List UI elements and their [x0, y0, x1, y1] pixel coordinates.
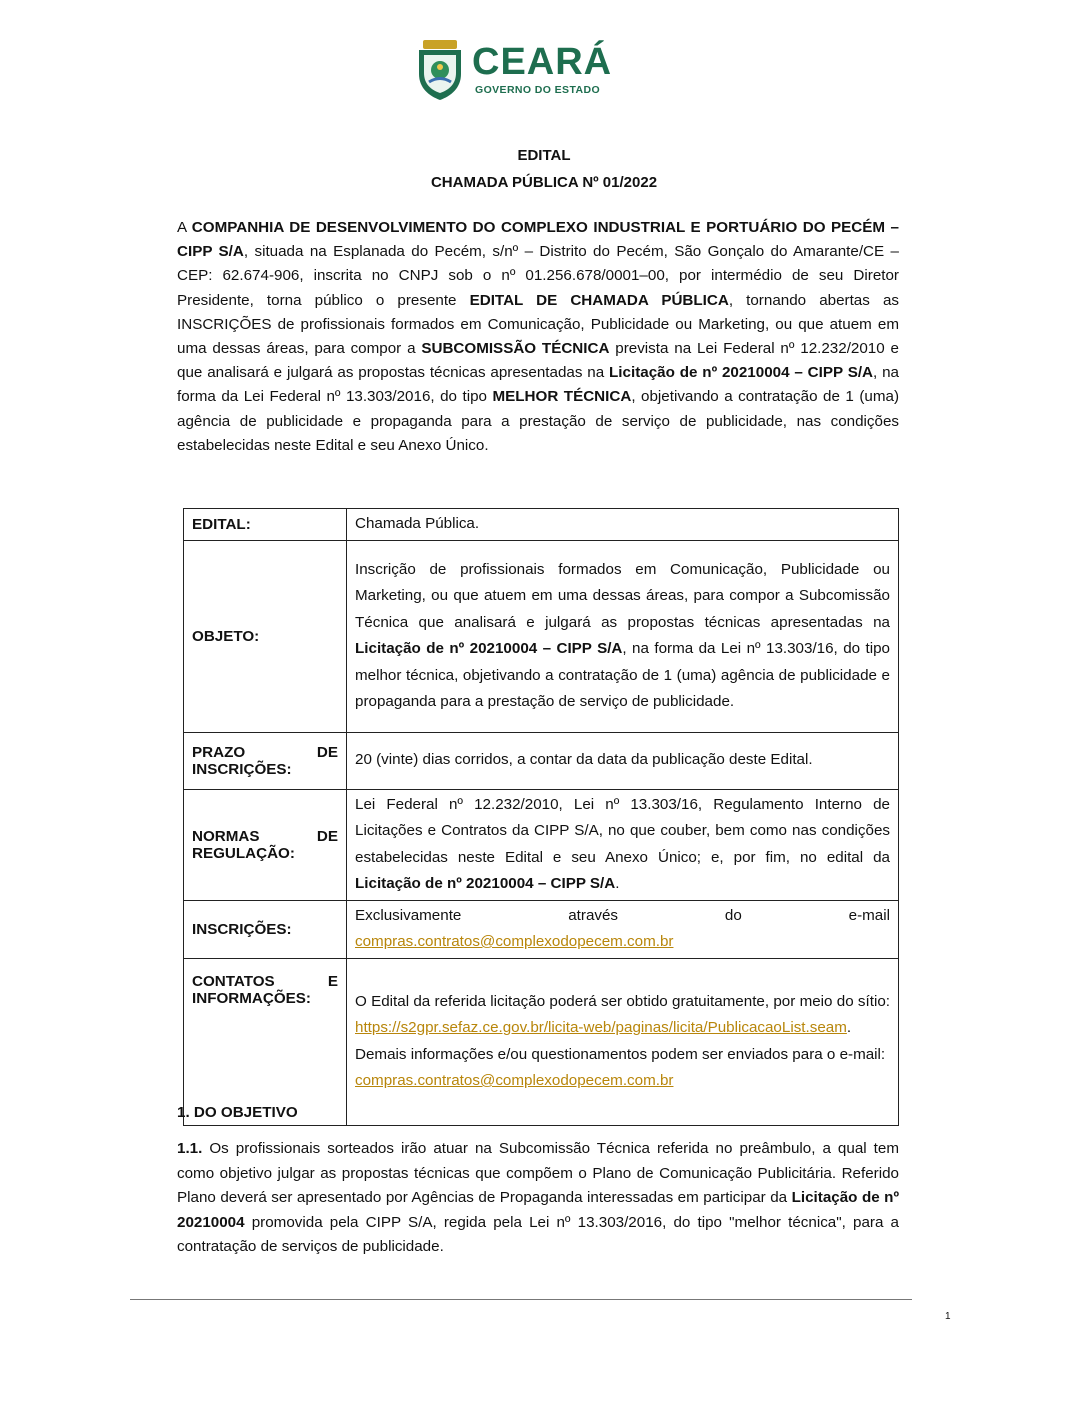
logo-subtitle: GOVERNO DO ESTADO	[475, 84, 601, 96]
table-row-inscricoes	[184, 900, 899, 958]
label-objeto: OBJETO:	[184, 540, 347, 732]
label-contatos: CONTATOS E INFORMAÇÕES:	[184, 958, 347, 1125]
ceara-logo	[415, 40, 615, 102]
table-row-normas	[184, 789, 899, 900]
value-contatos: O Edital da referida licitação poderá ser obtido gratuitamente, por meio do sítio: https://s2gpr.sefaz.ce.gov.br/licita-web/paginas/licita/PublicacaoList.seam. Demais informações e/ou questionamentos podem ser enviados para o e-mail: compras.contratos@complexodopecem.com.br	[347, 958, 899, 1125]
label-normas: NORMAS DE REGULAÇÃO:	[184, 789, 347, 900]
contatos-email-link[interactable]: compras.contratos@complexodopecem.com.br	[355, 1072, 674, 1089]
page-number: 1	[945, 1311, 951, 1322]
intro-paragraph: A COMPANHIA DE DESENVOLVIMENTO DO COMPLEXO INDUSTRIAL E PORTUÁRIO DO PECÉM – CIPP S/A, situada na Esplanada do Pecém, s/nº – Distrito do Pecém, São Gonçalo do Amarante/CE – CEP: 62.674-906, inscrita no CNPJ sob o nº 01.256.678/0001–00, por intermédio de seu Diretor Presidente, torna público o presente EDITAL DE CHAMADA PÚBLICA, tornando abertas as INSCRIÇÕES de profissionais formados em Comunicação, Publicidade ou Marketing, ou que atuem em uma dessas áreas, para compor a SUBCOMISSÃO TÉCNICA prevista na Lei Federal nº 12.232/2010 e que analisará e julgará as propostas técnicas apresentadas na Licitação de nº 20210004 – CIPP S/A, na forma da Lei Federal nº 13.303/2016, do tipo MELHOR TÉCNICA, objetivando a contratação de 1 (uma) agência de publicidade e propaganda para a prestação de serviço de publicidade, nas condições estabelecidas neste Edital e seu Anexo Único.	[177, 219, 900, 454]
edital-site-link[interactable]: https://s2gpr.sefaz.ce.gov.br/licita-web/paginas/licita/PublicacaoList.seam	[355, 1019, 847, 1036]
value-inscricoes: Exclusivamente através do e-mail compras.contratos@complexodopecem.com.br	[347, 900, 899, 958]
table-row-contatos	[184, 958, 899, 1125]
value-prazo: 20 (vinte) dias corridos, a contar da data da publicação deste Edital.	[347, 732, 899, 789]
value-normas: Lei Federal nº 12.232/2010, Lei nº 13.303/16, Regulamento Interno de Licitações e Contratos da CIPP S/A, no que couber, bem como nas condições estabelecidas neste Edital e seu Anexo Único; e, por fim, no edital da Licitação de nº 20210004 – CIPP S/A.	[347, 789, 899, 900]
table-row-edital	[184, 509, 899, 541]
label-edital: EDITAL:	[184, 509, 347, 541]
value-objeto: Inscrição de profissionais formados em Comunicação, Publicidade ou Marketing, ou que atuem em uma dessas áreas, para compor a Subcomissão Técnica que analisará e julgará as propostas técnicas apresentadas na Licitação de nº 20210004 – CIPP S/A, na forma da Lei nº 13.303/16, do tipo melhor técnica, objetivando a contratação de 1 (uma) agência de publicidade e propaganda para a prestação de serviço de publicidade.	[347, 540, 899, 732]
table-row-prazo	[184, 732, 899, 789]
document-title: EDITAL	[517, 147, 571, 164]
value-edital: Chamada Pública.	[347, 509, 899, 541]
logo-wordmark: CEARÁ	[472, 41, 613, 83]
table-row-objeto	[184, 540, 899, 732]
inscricoes-email-link[interactable]: compras.contratos@complexodopecem.com.br	[355, 933, 674, 950]
document-subtitle: CHAMADA PÚBLICA Nº 01/2022	[430, 174, 658, 191]
summary-table	[183, 508, 899, 1126]
ceara-coat-of-arms-icon	[415, 40, 465, 100]
footer-divider	[130, 1299, 912, 1300]
section-title: 1. DO OBJETIVO	[177, 1104, 298, 1121]
section-paragraph: 1.1. Os profissionais sorteados irão atuar na Subcomissão Técnica referida no preâmbulo, a qual tem como objetivo julgar as propostas técnicas que compõem o Plano de Comunicação Publicitária. Referido Plano deverá ser apresentado por Agências de Propaganda interessadas em participar da Licitação de nº 20210004 promovida pela CIPP S/A, regida pela Lei nº 13.303/2016, do tipo "melhor técnica", para a contratação de serviços de publicidade.	[177, 1140, 899, 1255]
label-prazo: PRAZO DE INSCRIÇÕES:	[184, 732, 347, 789]
label-inscricoes: INSCRIÇÕES:	[184, 900, 347, 958]
